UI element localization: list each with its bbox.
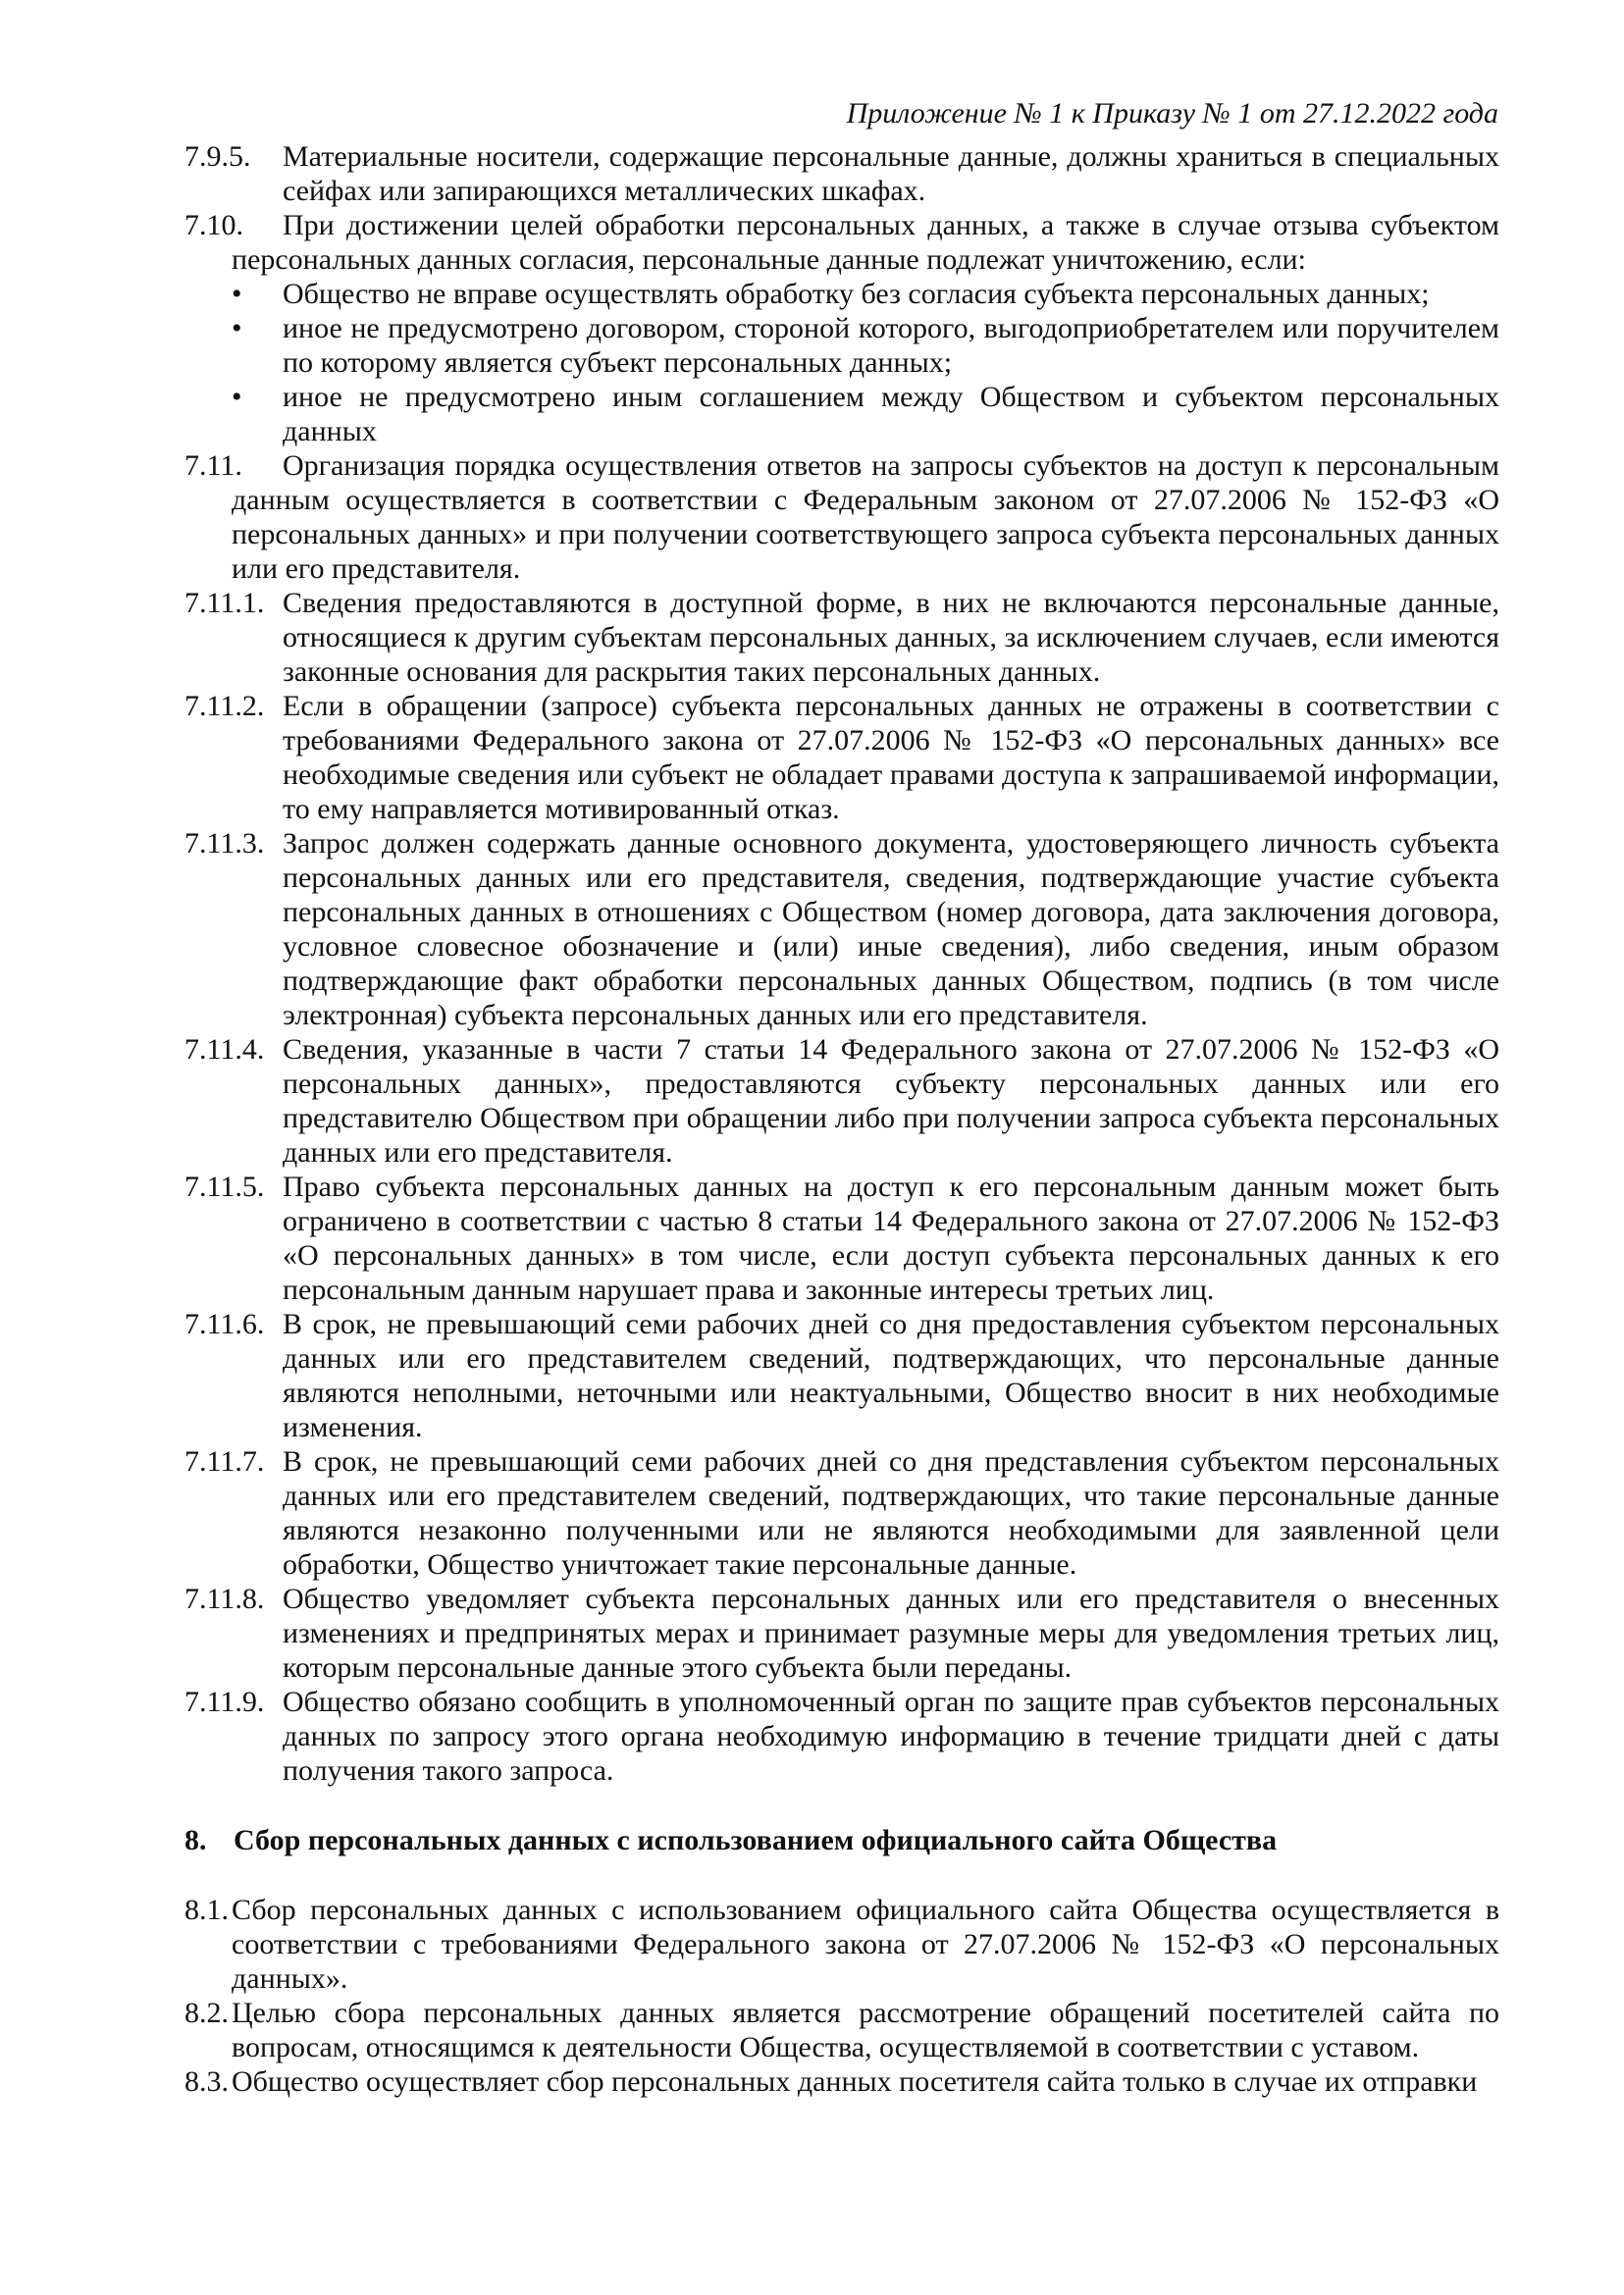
clause-number: 7.10. xyxy=(184,209,243,241)
clause-7-11-1 xyxy=(184,586,1499,689)
clause-number: 8.1. xyxy=(184,1894,229,1926)
clause-text: Сведения предоставляются в доступной форме, в них не включаются персональные данные, относящиеся к другим субъектам персональных данных, за исключением случаев, если имеются законные основания для раскрытия таких персональных данных. xyxy=(283,587,1499,688)
bullet-text: Общество не вправе осуществлять обработку без согласия субъекта персональных данных; xyxy=(283,278,1430,310)
bullet-item xyxy=(184,277,1499,311)
clause-number: 7.11.2. xyxy=(184,690,265,722)
clause-8-2 xyxy=(184,1996,1499,2064)
clause-text: Материальные носители, содержащие персональные данные, должны храниться в специальных сейфах или запирающихся металлических шкафах. xyxy=(283,140,1499,207)
clause-text: Право субъекта персональных данных на доступ к его персональным данным может быть ограничено в соответствии с частью 8 статьи 14 Федерального закона от 27.07.2006 № 152-ФЗ «О персональных данных» в том числе, если доступ субъекта персональных данных к его персональным данным нарушает права и законные интересы третьих лиц. xyxy=(283,1171,1499,1306)
clause-number: 7.11.3. xyxy=(184,827,265,860)
clause-7-9-5 xyxy=(184,139,1499,208)
clause-text: Если в обращении (запросе) субъекта персональных данных не отражены в соответствии с требованиями Федерального закона от 27.07.2006 № 152-ФЗ «О персональных данных» все необходимые сведения или субъект не обладает правами доступа к запрашиваемой информации, то ему направляется мотивированный отказ. xyxy=(283,690,1499,825)
clause-number: 8.2. xyxy=(184,1997,229,2029)
clause-text: Запрос должен содержать данные основного документа, удостоверяющего личность субъекта персональных данных или его представителя, сведения, подтверждающие участие субъекта персональных данных в отношениях с Обществом (номер договора, дата заключения договора, условное словесное обозначение и (или) иные сведения), либо сведения, иным образом подтверждающие факт обработки персональных данных Обществом, подпись (в том числе электронная) субъекта персональных данных или его представителя. xyxy=(283,827,1499,1031)
section-8-heading xyxy=(184,1823,1499,1857)
clause-text: Общество обязано сообщить в уполномоченный орган по защите прав субъектов персональных данных по запросу этого органа необходимую информацию в течение тридцати дней с даты получения такого запроса. xyxy=(283,1686,1499,1787)
clause-number: 8.3. xyxy=(184,2065,229,2098)
clause-7-10 xyxy=(184,208,1499,277)
clause-number: 7.9.5. xyxy=(184,140,251,173)
clause-7-11 xyxy=(184,448,1499,586)
bullet-text: иное не предусмотрено иным соглашением между Обществом и субъектом персональных данных xyxy=(283,381,1499,447)
clause-7-11-8 xyxy=(184,1582,1499,1685)
section-number: 8. xyxy=(184,1824,207,1856)
clause-number: 7.11.6. xyxy=(184,1308,265,1340)
clause-text: Общество уведомляет субъекта персональных данных или его представителя о внесенных изменениях и предпринятых мерах и принимает разумные меры для уведомления третьих лиц, которым персональные данные этого субъекта были переданы. xyxy=(283,1583,1499,1684)
clause-text: Целью сбора персональных данных является рассмотрение обращений посетителей сайта по вопросам, относящимся к деятельности Общества, осуществляемой в соответствии с уставом. xyxy=(232,1997,1499,2063)
clause-text: В срок, не превышающий семи рабочих дней со дня представления субъектом персональных данных или его представителем сведений, подтверждающих, что такие персональные данные являются незаконно полученными или не являются необходимыми для заявленной цели обработки, Общество уничтожает такие персональные данные. xyxy=(283,1445,1499,1581)
clause-number: 7.11.9. xyxy=(184,1686,265,1718)
clause-7-11-9 xyxy=(184,1685,1499,1788)
clause-text: Общество осуществляет сбор персональных данных посетителя сайта только в случае их отправки xyxy=(232,2065,1478,2098)
clause-text: Организация порядка осуществления ответов на запросы субъектов на доступ к персональным данным осуществляется в соответствии с Федеральным законом от 27.07.2006 № 152-ФЗ «О персональных данных» и при получении соответствующего запроса субъекта персональных данных или его представителя. xyxy=(232,449,1499,585)
clause-8-3 xyxy=(184,2064,1499,2099)
clause-text: Сведения, указанные в части 7 статьи 14 Федерального закона от 27.07.2006 № 152-ФЗ «О персональных данных», предоставляются субъекту персональных данных или его представителю Обществом при обращении либо при получении запроса субъекта персональных данных или его представителя. xyxy=(283,1033,1499,1169)
clause-number: 7.11.1. xyxy=(184,587,265,619)
document-body xyxy=(184,139,1499,2099)
clause-7-11-2 xyxy=(184,689,1499,826)
clause-text: В срок, не превышающий семи рабочих дней со дня предоставления субъектом персональных данных или его представителем сведений, подтверждающих, что персональные данные являются неполными, неточными или неактуальными, Общество вносит в них необходимые изменения. xyxy=(283,1308,1499,1443)
clause-text: Сбор персональных данных с использованием официального сайта Общества осуществляется в соответствии с требованиями Федерального закона от 27.07.2006 № 152-ФЗ «О персональных данных». xyxy=(232,1894,1499,1995)
bullet-icon: • xyxy=(232,381,242,413)
clause-7-11-3 xyxy=(184,826,1499,1032)
clause-8-1 xyxy=(184,1893,1499,1996)
clause-number: 7.11.5. xyxy=(184,1171,265,1203)
clause-7-11-4 xyxy=(184,1032,1499,1170)
bullet-item xyxy=(184,311,1499,380)
clause-number: 7.11.8. xyxy=(184,1583,265,1615)
page-header: Приложение № 1 к Приказу № 1 от 27.12.2022 года xyxy=(846,97,1498,130)
clause-text: При достижении целей обработки персональных данных, а также в случае отзыва субъектом персональных данных согласия, персональные данные подлежат уничтожению, если: xyxy=(232,209,1499,276)
clause-7-11-7 xyxy=(184,1444,1499,1582)
clause-7-11-6 xyxy=(184,1307,1499,1444)
clause-number: 7.11. xyxy=(184,449,242,482)
clause-7-11-5 xyxy=(184,1170,1499,1307)
clause-number: 7.11.7. xyxy=(184,1445,265,1478)
clause-number: 7.11.4. xyxy=(184,1033,265,1066)
bullet-icon: • xyxy=(232,278,242,310)
section-title: Сбор персональных данных с использованием официального сайта Общества xyxy=(234,1824,1278,1856)
bullet-icon: • xyxy=(232,312,242,344)
bullet-item xyxy=(184,380,1499,448)
bullet-text: иное не предусмотрено договором, стороной которого, выгодоприобретателем или поручителем по которому является субъект персональных данных; xyxy=(283,312,1499,379)
